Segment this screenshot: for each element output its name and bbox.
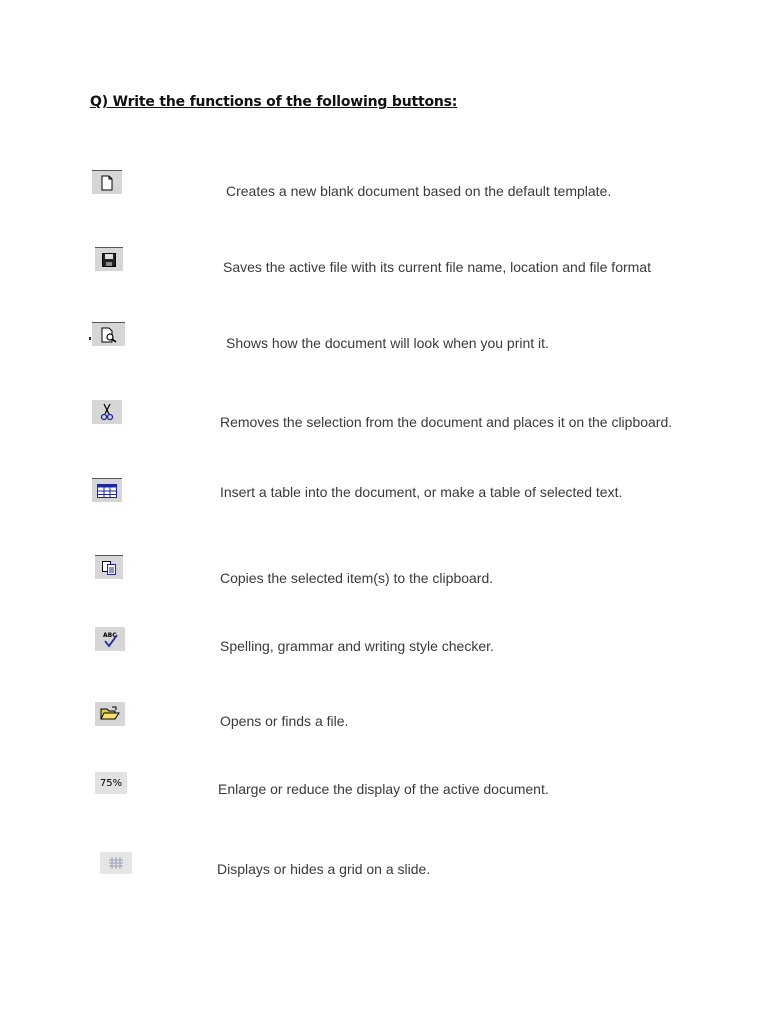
print-preview-icon xyxy=(100,327,118,343)
description-cut: Removes the selection from the document and places it on the clipboard. xyxy=(220,414,673,430)
description-zoom: Enlarge or reduce the display of the active document. xyxy=(218,781,549,797)
save-button xyxy=(95,247,123,271)
description-spelling: Spelling, grammar and writing style checker. xyxy=(220,638,494,654)
svg-text:ABC: ABC xyxy=(103,632,117,639)
description-print-preview: Shows how the document will look when you print it. xyxy=(226,335,549,351)
spelling-grammar-icon xyxy=(101,630,119,648)
description-grid: Displays or hides a grid on a slide. xyxy=(217,861,431,877)
insert-table-icon xyxy=(97,484,117,498)
insert-table-button xyxy=(92,478,122,502)
zoom-icon: 75% xyxy=(99,777,123,789)
cut-scissors-icon xyxy=(100,403,114,421)
description-insert-table: Insert a table into the document, or make a table of selected text. xyxy=(220,484,623,500)
open-folder-icon xyxy=(100,706,120,722)
save-floppy-icon xyxy=(101,252,117,268)
grid-icon xyxy=(108,856,124,870)
zoom-control xyxy=(95,772,127,794)
print-preview-button xyxy=(92,322,125,346)
copy-icon xyxy=(101,560,117,576)
copy-button xyxy=(95,555,123,579)
grid-button xyxy=(100,852,132,874)
description-new: Creates a new blank document based on the default template. xyxy=(226,183,612,199)
cut-button xyxy=(92,400,122,424)
spelling-grammar-button xyxy=(95,627,125,651)
new-document-button xyxy=(92,170,122,194)
new-document-icon xyxy=(99,175,115,191)
open-button xyxy=(95,702,125,726)
description-open: Opens or finds a file. xyxy=(220,713,349,729)
question-heading: Q) Write the functions of the following buttons: xyxy=(90,94,458,110)
description-save: Saves the active file with its current file name, location and file format xyxy=(223,259,651,275)
description-copy: Copies the selected item(s) to the clipboard. xyxy=(220,570,494,586)
